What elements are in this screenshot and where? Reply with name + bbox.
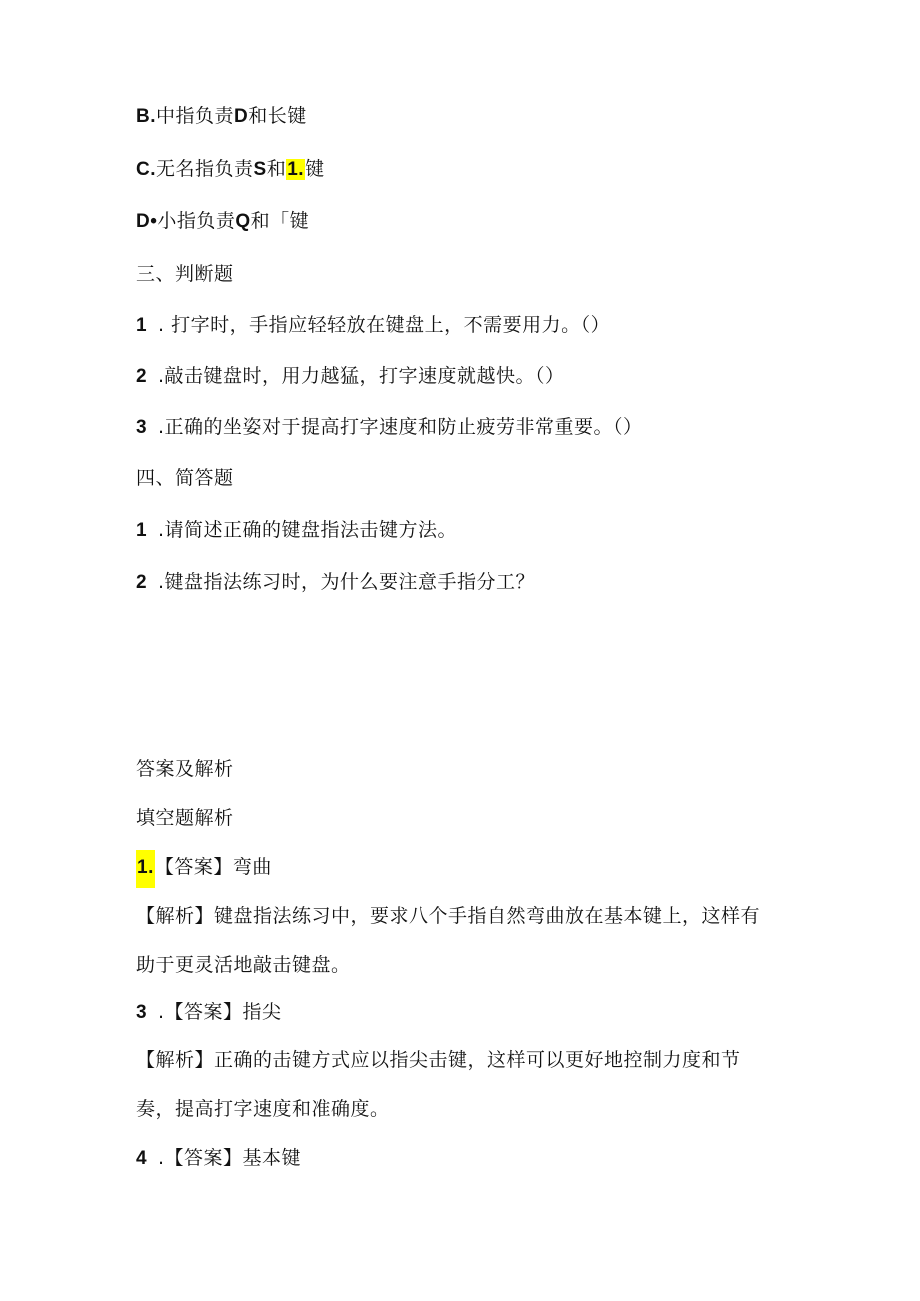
choice-d: [136, 209, 309, 234]
answer-3-text: .【答案】指尖: [158, 1001, 282, 1023]
answer-1-num: 1.: [136, 850, 155, 888]
choice-c-key: S: [253, 159, 267, 180]
answer-3-explanation-line-2: 奏，提高打字速度和准确度。: [136, 1098, 390, 1120]
answer-4: [136, 1146, 301, 1171]
choice-d-label: D•: [136, 211, 158, 232]
judgment-item-3-num: 3: [136, 417, 148, 438]
choice-b-key: D: [234, 106, 249, 127]
choice-d-text2: 和「键: [250, 210, 310, 232]
short-answer-item-1-text: .请简述正确的键盘指法击键方法。: [158, 519, 458, 541]
judgment-item-3: [136, 415, 643, 440]
choice-c-text3: 键: [305, 158, 325, 180]
answer-1: [136, 855, 272, 888]
answer-3-num: 3: [136, 1002, 148, 1023]
answer-1-text: 【答案】弯曲: [154, 856, 272, 878]
choice-b: [136, 104, 307, 129]
answer-3: [136, 1000, 282, 1025]
judgment-item-1: [136, 313, 610, 338]
choice-b-text2: 和长键: [248, 105, 307, 127]
choice-c-text1: 无名指负责: [156, 158, 254, 180]
answer-1-explanation-line-2: 助于更灵活地敲击键盘。: [136, 954, 351, 976]
judgment-item-2-text: .敲击键盘时，用力越猛，打字速度就越快。（）: [158, 365, 565, 387]
answer-4-text: .【答案】基本键: [158, 1147, 302, 1169]
short-answer-heading: 四、简答题: [136, 467, 234, 489]
choice-c-highlight: 1.: [287, 159, 305, 180]
answer-4-num: 4: [136, 1148, 148, 1169]
choice-c-label: C.: [136, 159, 156, 180]
choice-c-text2: 和: [266, 158, 287, 180]
short-answer-item-2: [136, 570, 535, 595]
judgment-heading: 三、判断题: [136, 263, 234, 285]
answer-3-explanation-line-1: 【解析】正确的击键方式应以指尖击键，这样可以更好地控制力度和节: [136, 1049, 741, 1071]
short-answer-item-1: [136, 518, 457, 543]
answer-1-explanation-line-1: 【解析】键盘指法练习中，要求八个手指自然弯曲放在基本键上，这样有: [136, 905, 761, 927]
judgment-item-1-text: . 打字时，手指应轻轻放在键盘上，不需要用力。（）: [158, 314, 611, 336]
short-answer-item-2-num: 2: [136, 572, 148, 593]
judgment-item-1-num: 1: [136, 315, 148, 336]
short-answer-item-1-num: 1: [136, 520, 148, 541]
choice-d-key: Q: [235, 211, 251, 232]
judgment-item-2-num: 2: [136, 366, 148, 387]
answers-subheading: 填空题解析: [136, 807, 234, 829]
judgment-item-3-text: .正确的坐姿对于提高打字速度和防止疲劳非常重要。（）: [158, 416, 643, 438]
choice-b-text1: 中指负责: [156, 105, 235, 127]
choice-d-text1: 小指负责: [157, 210, 236, 232]
choice-c: [136, 157, 325, 182]
choice-b-label: B.: [136, 106, 156, 127]
short-answer-item-2-text: .键盘指法练习时，为什么要注意手指分工？: [158, 571, 536, 593]
judgment-item-2: [136, 364, 565, 389]
answers-heading: 答案及解析: [136, 758, 234, 780]
